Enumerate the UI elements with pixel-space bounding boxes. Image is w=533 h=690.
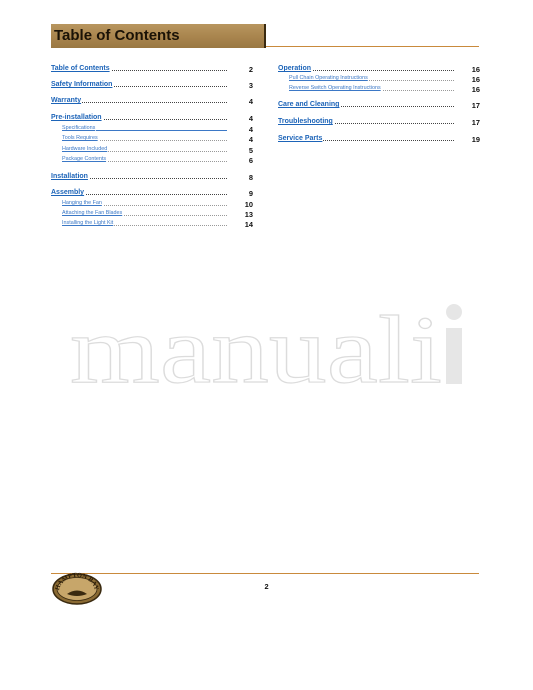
toc-entry-page: 16: [471, 85, 480, 94]
toc-entry-page: 4: [248, 114, 253, 123]
page-number: 2: [264, 582, 269, 591]
toc-entry-installation[interactable]: [51, 173, 253, 183]
toc-entry-page: 19: [471, 135, 480, 144]
toc-entry-title[interactable]: Reverse Switch Operating Instructions: [289, 85, 381, 91]
toc-entry-title[interactable]: Installing the Light Kit: [62, 220, 114, 226]
toc-entry-title[interactable]: Troubleshooting: [278, 118, 333, 125]
watermark-dot: [446, 304, 462, 320]
toc-entry-page: 10: [244, 200, 253, 209]
watermark-bar: [446, 328, 462, 384]
toc-entry-page: 6: [248, 156, 253, 165]
toc-entry-title[interactable]: Installation: [51, 173, 88, 180]
toc-entry-title[interactable]: Tools Requires: [62, 135, 98, 141]
toc-entry-page: 13: [244, 210, 253, 219]
toc-entry-title[interactable]: Operation: [278, 65, 312, 72]
toc-entry-installing-the-light-kit[interactable]: [51, 220, 253, 230]
toc-entry-package-contents[interactable]: [51, 156, 253, 166]
watermark: [64, 298, 464, 388]
toc-entry-page: 4: [248, 125, 253, 134]
toc-entry-specifications[interactable]: [51, 125, 253, 135]
toc-entry-page: 4: [248, 135, 253, 144]
toc-entry-pre-installation[interactable]: [51, 114, 253, 124]
toc-entry-troubleshooting[interactable]: [278, 118, 480, 128]
logo-text: HAMPTON BAY: [54, 571, 100, 592]
toc-entry-title[interactable]: Hardware Included: [62, 146, 108, 152]
header-rule: [266, 46, 479, 47]
toc-entry-page: 5: [248, 146, 253, 155]
toc-entry-pull-chain-operating-instructions[interactable]: [278, 75, 480, 85]
toc-entry-page: 2: [248, 65, 253, 74]
footer-rule: [51, 573, 479, 574]
header-bar: [51, 24, 266, 48]
toc-entry-safety-information[interactable]: [51, 81, 253, 91]
toc-entry-page: 8: [248, 173, 253, 182]
toc-entry-tools-requires[interactable]: [51, 135, 253, 145]
toc-right-column: [278, 65, 480, 155]
toc-left-column: [51, 65, 253, 235]
toc-entry-title[interactable]: Safety Information: [51, 81, 113, 88]
toc-entry-title[interactable]: Warranty: [51, 97, 82, 104]
toc-entry-title[interactable]: Table of Contents: [51, 65, 110, 72]
toc-entry-page: 9: [248, 189, 253, 198]
toc-entry-attaching-the-fan-blades[interactable]: [51, 210, 253, 220]
toc-entry-reverse-switch-operating-instructions[interactable]: [278, 85, 480, 95]
toc-entry-page: 3: [248, 81, 253, 90]
toc-entry-title[interactable]: Package Contents: [62, 156, 107, 162]
toc-entry-page: 4: [248, 97, 253, 106]
toc-entry-title[interactable]: Pre-installation: [51, 114, 102, 121]
toc-entry-care-and-cleaning[interactable]: [278, 101, 480, 111]
toc-entry-title[interactable]: Attaching the Fan Blades: [62, 210, 123, 216]
page-title: Table of Contents: [54, 27, 180, 44]
toc-entry-title[interactable]: Assembly: [51, 189, 85, 196]
toc-entry-operation[interactable]: [278, 65, 480, 75]
toc-entry-page: 16: [471, 65, 480, 74]
toc-entry-title[interactable]: Pull Chain Operating Instructions: [289, 75, 368, 81]
toc-entry-warranty[interactable]: [51, 97, 253, 107]
toc-entry-hanging-the-fan[interactable]: [51, 200, 253, 210]
toc-entry-page: 14: [244, 220, 253, 229]
toc-entry-title[interactable]: Service Parts: [278, 135, 323, 142]
toc-entry-title[interactable]: Care and Cleaning: [278, 101, 340, 108]
watermark-text: manuali: [70, 298, 443, 388]
toc-entry-page: 17: [471, 101, 480, 110]
toc-entry-page: 17: [471, 118, 480, 127]
toc-entry-page: 16: [471, 75, 480, 84]
toc-entry-table-of-contents[interactable]: [51, 65, 253, 75]
toc-entry-hardware-included[interactable]: [51, 146, 253, 156]
toc-entry-title[interactable]: Specifications: [62, 125, 96, 131]
toc-entry-title[interactable]: Hanging the Fan: [62, 200, 102, 206]
toc-entry-service-parts[interactable]: [278, 135, 480, 145]
toc-entry-assembly[interactable]: [51, 189, 253, 199]
